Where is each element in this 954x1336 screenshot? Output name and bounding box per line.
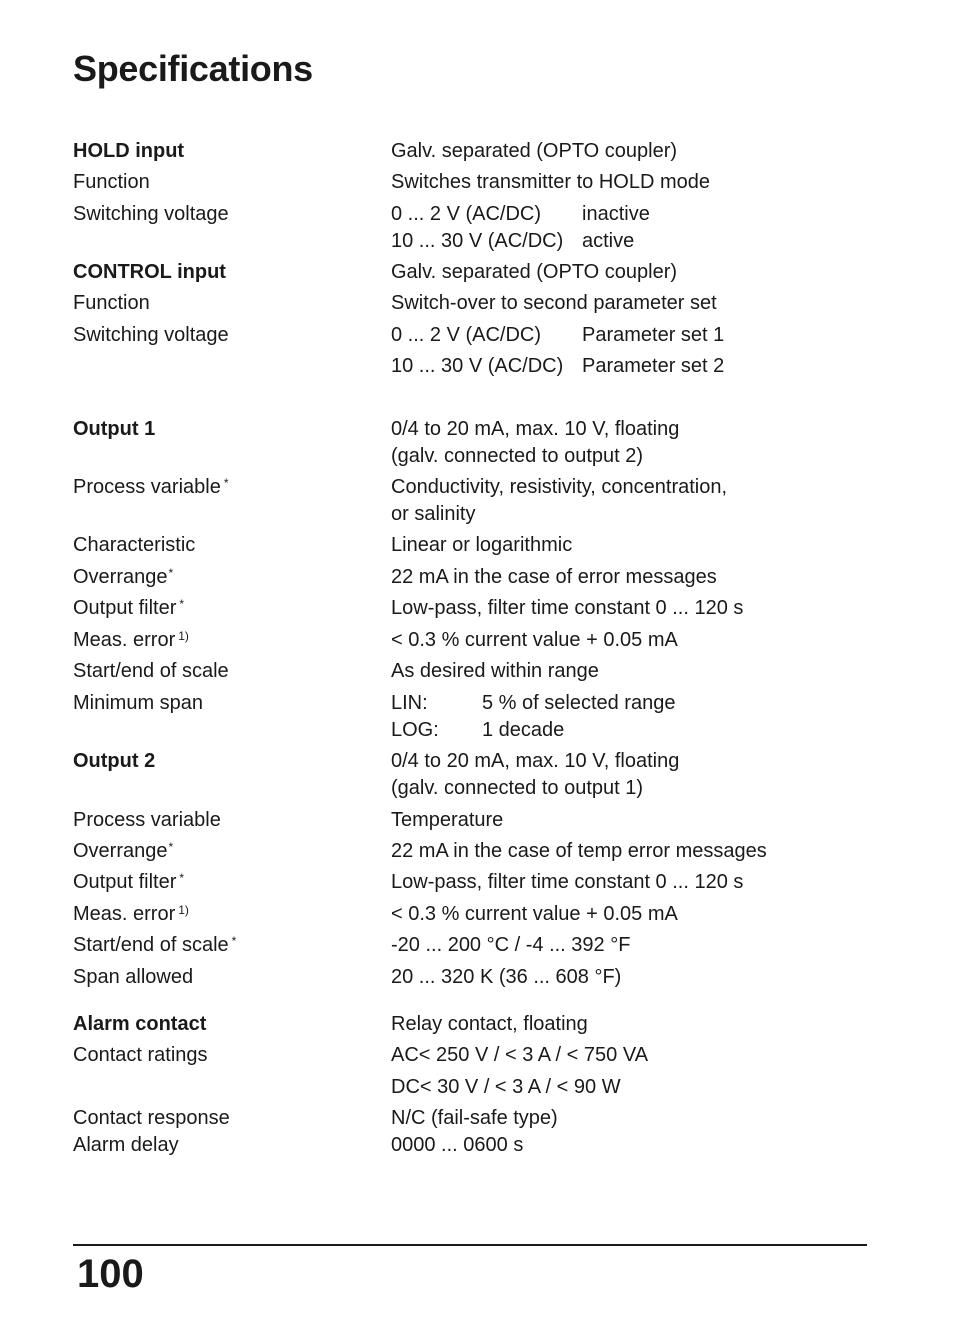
alarm-delay-value: 0000 ... 0600 s <box>391 1134 524 1156</box>
page-title: Specifications <box>73 48 313 89</box>
output1-characteristic-value: Linear or logarithmic <box>391 534 573 556</box>
output1-scale-value: As desired within range <box>391 660 599 682</box>
output1-error-label: Meas. error $^{1)}$ <box>73 629 189 651</box>
hold-function-label: Function <box>73 171 150 193</box>
output2-scale-label: Start/end of scale * <box>73 934 237 956</box>
output1-filter-label: Output filter * <box>73 597 185 619</box>
hold-input-value: Galv. separated (OPTO coupler) <box>391 140 678 162</box>
output1-value-line2: (galv. connected to output 2) <box>391 445 644 467</box>
output1-error-value: < 0.3 % current value + 0.05 mA <box>391 629 678 651</box>
output1-filter-value: Low-pass, filter time constant 0 ... 120 s <box>391 597 744 619</box>
output1-characteristic-label: Characteristic <box>73 534 196 556</box>
alarm-ratings-label: Contact ratings <box>73 1044 208 1066</box>
output2-span-label: Span allowed <box>73 966 194 988</box>
control-voltage-1-state: Parameter set 1 <box>582 324 725 346</box>
output1-span-log-key: LOG: <box>391 719 439 741</box>
output1-process-value-line1: Conductivity, resistivity, concentration, <box>391 476 728 498</box>
hold-input-heading: HOLD input <box>73 140 185 162</box>
alarm-response-label: Contact response <box>73 1107 230 1129</box>
output2-process-value: Temperature <box>391 809 504 831</box>
control-function-label: Function <box>73 292 150 314</box>
output1-span-lin-value: 5 % of selected range <box>482 692 676 714</box>
output2-process-label: Process variable <box>73 809 221 831</box>
control-function-value: Switch-over to second parameter set <box>391 292 717 314</box>
output1-span-log-value: 1 decade <box>482 719 565 741</box>
footer-divider <box>73 1244 867 1246</box>
control-voltage-label: Switching voltage <box>73 324 229 346</box>
output2-scale-value: -20 ... 200 °C / -4 ... 392 °F <box>391 934 631 956</box>
output2-error-label: Meas. error $^{1)}$ <box>73 903 189 925</box>
output1-overrange-label: Overrange* <box>73 566 174 588</box>
output1-heading: Output 1 <box>73 418 156 440</box>
output2-value-line1: 0/4 to 20 mA, max. 10 V, floating <box>391 750 680 772</box>
hold-voltage-2-range: 10 ... 30 V (AC/DC) <box>391 230 564 252</box>
output1-span-label: Minimum span <box>73 692 204 714</box>
alarm-ratings-ac: AC< 250 V / < 3 A / < 750 VA <box>391 1044 649 1066</box>
control-voltage-2-state: Parameter set 2 <box>582 355 725 377</box>
output1-process-value-line2: or salinity <box>391 503 476 525</box>
hold-voltage-1-range: 0 ... 2 V (AC/DC) <box>391 203 542 225</box>
hold-voltage-1-state: inactive <box>582 203 650 225</box>
output2-span-value: 20 ... 320 K (36 ... 608 °F) <box>391 966 622 988</box>
output2-heading: Output 2 <box>73 750 156 772</box>
output2-error-value: < 0.3 % current value + 0.05 mA <box>391 903 678 925</box>
alarm-contact-heading: Alarm contact <box>73 1013 207 1035</box>
footnote-mark: 1) <box>178 903 189 917</box>
control-input-value: Galv. separated (OPTO coupler) <box>391 261 678 283</box>
output2-value-line2: (galv. connected to output 1) <box>391 777 644 799</box>
control-voltage-2-range: 10 ... 30 V (AC/DC) <box>391 355 564 377</box>
output1-scale-label: Start/end of scale <box>73 660 229 682</box>
output1-span-lin-key: LIN: <box>391 692 428 714</box>
control-input-heading: CONTROL input <box>73 261 226 283</box>
output2-filter-value: Low-pass, filter time constant 0 ... 120 s <box>391 871 744 893</box>
alarm-ratings-dc: DC< 30 V / < 3 A / < 90 W <box>391 1076 621 1098</box>
output1-process-label: Process variable * <box>73 476 229 498</box>
footnote-mark: * <box>223 476 229 490</box>
footnote-mark: 1) <box>178 629 189 643</box>
footnote-mark: * <box>179 871 185 885</box>
footnote-mark: * <box>168 840 174 854</box>
alarm-delay-label: Alarm delay <box>73 1134 179 1156</box>
control-voltage-1-range: 0 ... 2 V (AC/DC) <box>391 324 542 346</box>
hold-voltage-2-state: active <box>582 230 635 252</box>
footnote-mark: * <box>231 934 237 948</box>
page-number: 100 <box>77 1252 144 1296</box>
hold-voltage-label: Switching voltage <box>73 203 229 225</box>
output1-value-line1: 0/4 to 20 mA, max. 10 V, floating <box>391 418 680 440</box>
output2-overrange-label: Overrange* <box>73 840 174 862</box>
output1-overrange-value: 22 mA in the case of error messages <box>391 566 717 588</box>
alarm-response-value: N/C (fail-safe type) <box>391 1107 558 1129</box>
output2-overrange-value: 22 mA in the case of temp error messages <box>391 840 767 862</box>
footnote-mark: * <box>179 597 185 611</box>
output2-filter-label: Output filter * <box>73 871 185 893</box>
alarm-contact-value: Relay contact, floating <box>391 1013 588 1035</box>
hold-function-value: Switches transmitter to HOLD mode <box>391 171 710 193</box>
footnote-mark: * <box>168 566 174 580</box>
